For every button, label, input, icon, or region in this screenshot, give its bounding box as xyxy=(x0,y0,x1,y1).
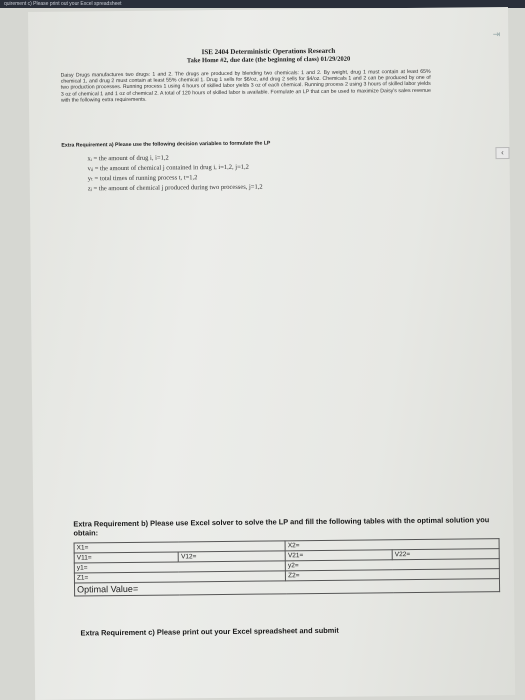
variable-x: xᵢ = the amount of drug i, i=1,2 xyxy=(87,154,169,163)
table-cell: V21= xyxy=(285,550,392,561)
table-cell: X1= xyxy=(74,541,285,553)
assignment-title: Take Home #2, due date (the beginning of class) 01/29/2020 xyxy=(186,55,351,65)
variable-v: vᵢⱼ = the amount of chemical j contained in drug i, i=1,2, j=1,2 xyxy=(87,163,249,173)
chevron-left-icon[interactable]: ‹ xyxy=(495,147,509,159)
extra-requirement-a-heading: Extra Requirement a) Please use the following decision variables to formulate the LP xyxy=(61,140,271,149)
table-cell: y2= xyxy=(285,559,499,571)
arrow-icon: ⇥ xyxy=(492,29,501,40)
document-sheet xyxy=(28,7,515,700)
tab-text: quirement c) Please print out your Excel spreadsheet xyxy=(4,1,122,7)
optimal-value-cell: Optimal Value= xyxy=(74,579,499,596)
variable-z: zⱼ = the amount of chemical j produced during two processes, j=1,2 xyxy=(87,183,263,193)
table-cell: Z2= xyxy=(286,569,500,581)
decision-variables xyxy=(87,153,262,195)
table-cell: V22= xyxy=(392,549,499,560)
table-cell: X2= xyxy=(285,539,499,551)
table-cell: y1= xyxy=(74,561,285,573)
course-title: ISE 2404 Deterministic Operations Research xyxy=(201,46,336,57)
table-cell: Z1= xyxy=(74,571,285,583)
problem-statement: Daisy Drugs manufactures two drugs: 1 and 2. The drugs are produced by blending two chemicals: 1 and 2. By weight, drug 1 must contain at least 65% chemical 1, and drug 2 must contain at least 55% chemical 1. Drug 1 sells for $6/oz, and drug 2 sells for $4/oz. Chemicals 1 and 2 can be produced by one of two production processes. Running process 1 using 4 hours of skilled labor yields 3 oz of each chemical. Running process 2 using 3 hours of skilled labor yields 3 oz of chemical 1 and 1 oz of chemical 2. A total of 120 hours of skilled labor is available. Formulate an LP that can be used to maximize Daisy's sales revenue with the following extra requirements. xyxy=(60,68,431,104)
variable-y: yₜ = total times of running process t, t=1,2 xyxy=(87,174,198,183)
solution-table xyxy=(74,538,501,596)
table-cell: V12= xyxy=(179,551,286,562)
extra-requirement-b-heading: Extra Requirement b) Please use Excel solver to solve the LP and fill the following tables with the optimal solution you obtain: xyxy=(73,515,490,538)
table-cell: V11= xyxy=(74,552,178,563)
extra-requirement-c: Extra Requirement c) Please print out your Excel spreadsheet and submit xyxy=(80,625,339,638)
